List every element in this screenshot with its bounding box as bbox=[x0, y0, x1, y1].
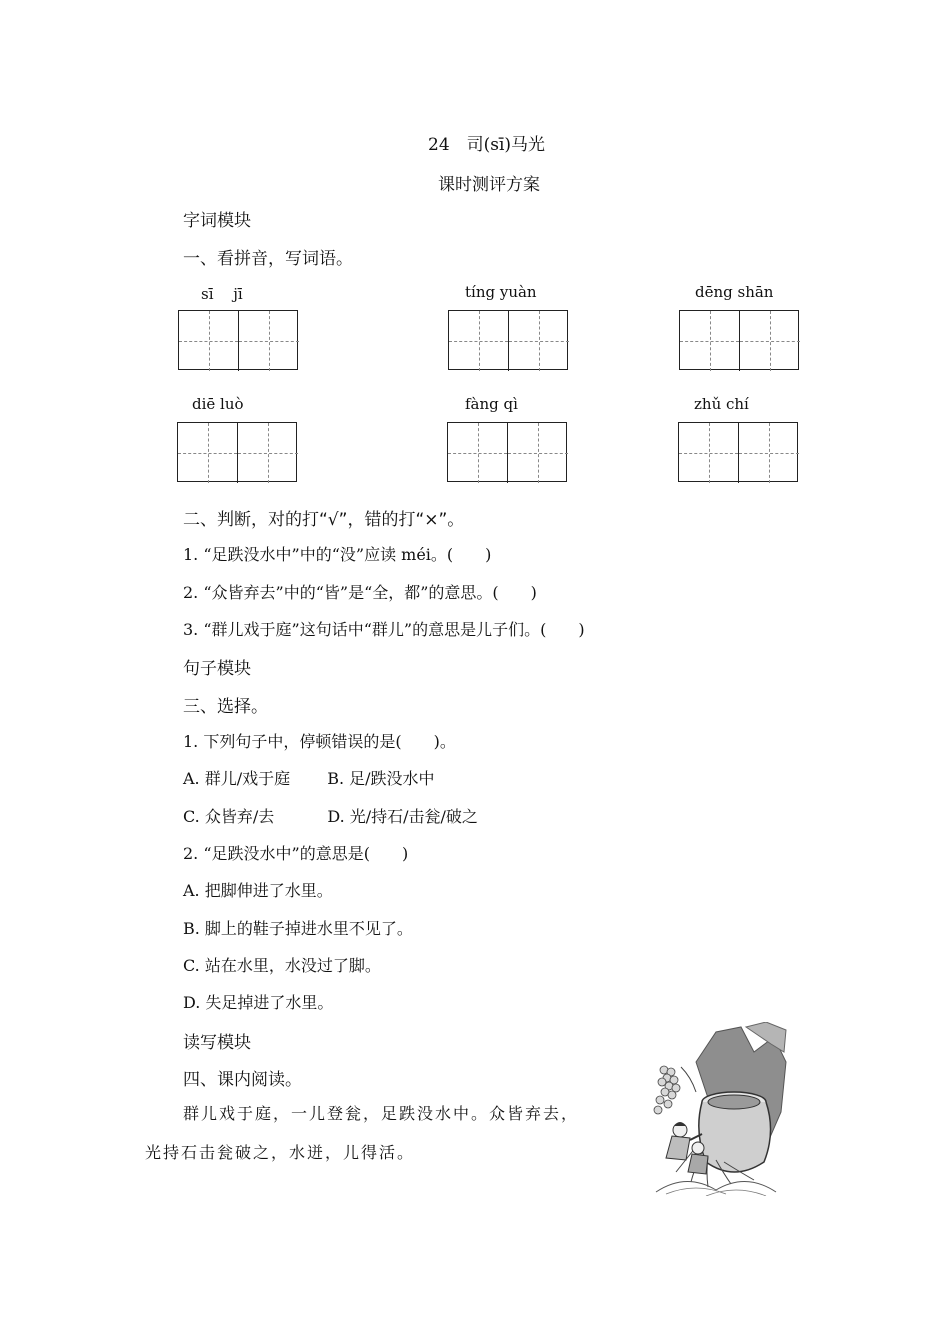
grid-cell[interactable] bbox=[449, 311, 509, 371]
reading-passage: 光持石击瓮破之，水迸，儿得活。 bbox=[145, 1143, 416, 1162]
sima-guang-illustration bbox=[636, 1022, 792, 1196]
choice-options: C. 众皆弃/去 D. 光/持石/击瓮/破之 bbox=[183, 807, 478, 826]
grid-cell[interactable] bbox=[509, 311, 569, 371]
pinyin-label: sī jī bbox=[201, 285, 243, 303]
writing-grid[interactable] bbox=[178, 310, 298, 370]
grid-cell[interactable] bbox=[508, 423, 568, 483]
grid-cell[interactable] bbox=[448, 423, 508, 483]
pinyin-label: fàng qì bbox=[465, 395, 518, 413]
judgement-item: 2. “众皆弃去”中的“皆”是“全，都”的意思。( ) bbox=[183, 583, 537, 602]
lesson-title: 24 司(sī)马光 bbox=[428, 135, 546, 155]
module-heading-sentences: 句子模块 bbox=[183, 659, 251, 679]
question-3-heading: 三、选择。 bbox=[183, 697, 268, 717]
reading-passage: 群儿戏于庭，一儿登瓮，足跌没水中。众皆弃去， bbox=[183, 1104, 580, 1123]
pinyin-label: tíng yuàn bbox=[465, 283, 537, 301]
writing-grid[interactable] bbox=[678, 422, 798, 482]
grid-cell[interactable] bbox=[238, 423, 298, 483]
choice-question: 1. 下列句子中，停顿错误的是( )。 bbox=[183, 732, 456, 751]
lesson-subtitle: 课时测评方案 bbox=[438, 175, 540, 195]
question-1-heading: 一、看拼音，写词语。 bbox=[183, 249, 353, 269]
module-heading-words: 字词模块 bbox=[183, 211, 251, 231]
choice-options: A. 群儿/戏于庭 B. 足/跌没水中 bbox=[183, 769, 435, 788]
choice-option: B. 脚上的鞋子掉进水里不见了。 bbox=[183, 919, 413, 938]
pinyin-label: zhǔ chí bbox=[694, 395, 749, 413]
writing-grid[interactable] bbox=[448, 310, 568, 370]
choice-option: C. 站在水里，水没过了脚。 bbox=[183, 956, 381, 975]
grid-cell[interactable] bbox=[679, 423, 739, 483]
grid-cell[interactable] bbox=[239, 311, 299, 371]
writing-grid[interactable] bbox=[679, 310, 799, 370]
choice-option: D. 失足掉进了水里。 bbox=[183, 993, 334, 1012]
grid-cell[interactable] bbox=[739, 423, 799, 483]
grid-cell[interactable] bbox=[178, 423, 238, 483]
pinyin-label: diē luò bbox=[192, 395, 244, 413]
judgement-item: 1. “足跌没水中”中的“没”应读 méi。( ) bbox=[183, 545, 492, 564]
choice-question: 2. “足跌没水中”的意思是( ) bbox=[183, 844, 409, 863]
grid-cell[interactable] bbox=[740, 311, 800, 371]
pinyin-label: dēng shān bbox=[695, 283, 774, 301]
choice-option: A. 把脚伸进了水里。 bbox=[183, 881, 333, 900]
module-heading-reading: 读写模块 bbox=[183, 1033, 251, 1053]
grid-cell[interactable] bbox=[179, 311, 239, 371]
judgement-item: 3. “群儿戏于庭”这句话中“群儿”的意思是儿子们。( ) bbox=[183, 620, 585, 639]
question-4-heading: 四、课内阅读。 bbox=[183, 1070, 302, 1090]
question-2-heading: 二、判断，对的打“√”，错的打“×”。 bbox=[183, 510, 465, 530]
writing-grid[interactable] bbox=[447, 422, 567, 482]
grid-cell[interactable] bbox=[680, 311, 740, 371]
writing-grid[interactable] bbox=[177, 422, 297, 482]
